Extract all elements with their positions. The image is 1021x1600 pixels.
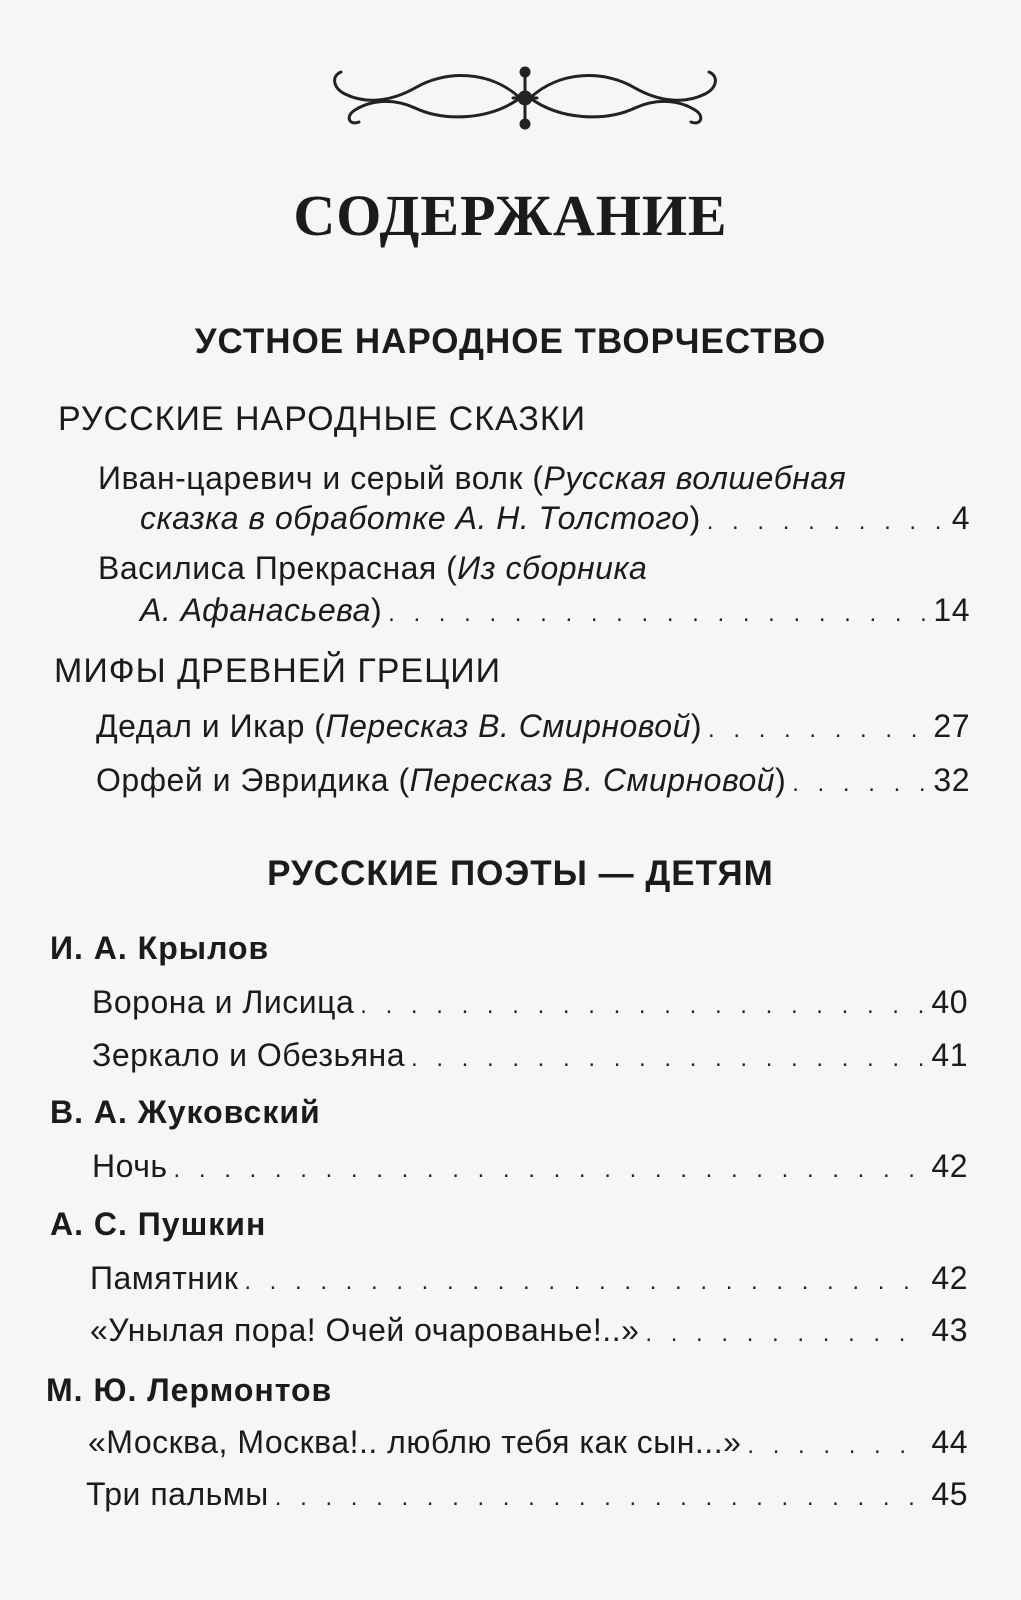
- ornament-flourish-icon: [325, 60, 725, 135]
- author-name: А. С. Пушкин: [50, 1206, 267, 1242]
- entry-title: Три пальмы: [86, 1476, 269, 1512]
- page-title: СОДЕРЖАНИЕ: [293, 183, 728, 248]
- toc-entry[interactable]: [90, 1260, 968, 1297]
- entry-title: Иван-царевич и серый волк: [98, 460, 523, 496]
- entry-title: Зеркало и Обезьяна: [92, 1037, 405, 1073]
- leader-dots: [360, 992, 925, 1020]
- toc-entry[interactable]: Дедал и Икар (Пересказ В. Смирновой) . . . 27: [96, 708, 970, 745]
- author-name: И. А. Крылов: [50, 930, 270, 966]
- section-heading-oral-folk: УСТНОЕ НАРОДНОЕ ТВОРЧЕСТВО: [194, 322, 827, 361]
- leader-dots: [388, 600, 927, 628]
- toc-entry[interactable]: [90, 1312, 968, 1349]
- entry-title: Дедал и Икар: [96, 708, 305, 744]
- leader-dots: [275, 1484, 926, 1512]
- toc-entry[interactable]: [92, 984, 968, 1021]
- group-heading-russian-tales: РУССКИЕ НАРОДНЫЕ СКАЗКИ: [58, 400, 587, 438]
- entry-title: «Унылая пора! Очей очарованье!..»: [90, 1312, 640, 1348]
- toc-entry[interactable]: [92, 1148, 968, 1185]
- group-heading-greek-myths: МИФЫ ДРЕВНЕЙ ГРЕЦИИ: [54, 652, 502, 690]
- entry-title: Василиса Прекрасная: [98, 550, 437, 586]
- toc-entry-title-line[interactable]: Василиса Прекрасная (Из сборника: [98, 550, 648, 586]
- page-number: 32: [933, 762, 970, 798]
- toc-entry[interactable]: [92, 1037, 968, 1074]
- leader-dots: [174, 1156, 926, 1184]
- toc-entry[interactable]: [88, 1424, 968, 1461]
- entry-source-continued: А. Афанасьева: [140, 592, 371, 628]
- entry-source: Пересказ В. Смирновой: [409, 762, 776, 798]
- page-number: 14: [933, 592, 970, 628]
- page-number: 42: [931, 1260, 968, 1296]
- entry-source: Русская волшебная: [543, 460, 847, 496]
- section-heading-russian-poets: РУССКИЕ ПОЭТЫ — ДЕТЯМ: [267, 854, 774, 893]
- page-number: 44: [931, 1424, 968, 1460]
- leader-dots: [708, 716, 927, 744]
- toc-entry[interactable]: сказка в обработке А. Н. Толстого) . . . 4: [140, 500, 970, 537]
- toc-entry-title-line[interactable]: Иван-царевич и серый волк (Русская волшебная: [98, 460, 847, 496]
- entry-source-continued: сказка в обработке А. Н. Толстого: [140, 500, 690, 536]
- leader-dots: [244, 1268, 925, 1296]
- leader-dots: [411, 1045, 925, 1073]
- leader-dots: [707, 508, 946, 536]
- page-number: 40: [931, 984, 968, 1020]
- page-number: 42: [931, 1148, 968, 1184]
- leader-dots: [645, 1320, 925, 1348]
- toc-entry[interactable]: Орфей и Эвридика (Пересказ В. Смирновой) . . . 32: [96, 762, 970, 799]
- entry-title: Ворона и Лисица: [92, 984, 355, 1020]
- entry-title: «Москва, Москва!.. люблю тебя как сын...»: [88, 1424, 742, 1460]
- author-name: В. А. Жуковский: [50, 1094, 321, 1130]
- entry-source: Пересказ В. Смирновой: [325, 708, 691, 744]
- page-number: 27: [933, 708, 970, 744]
- entry-title: Ночь: [92, 1148, 168, 1184]
- page-number: 4: [951, 500, 970, 536]
- toc-entry[interactable]: [86, 1476, 968, 1513]
- page-number: 41: [931, 1037, 968, 1073]
- entry-source: Из сборника: [457, 550, 648, 586]
- entry-title: Орфей и Эвридика: [96, 762, 390, 798]
- toc-entry[interactable]: А. Афанасьева) . . . 14: [140, 592, 970, 629]
- entry-title: Памятник: [90, 1260, 239, 1296]
- author-name: М. Ю. Лермонтов: [46, 1372, 333, 1408]
- page-number: 45: [931, 1476, 968, 1512]
- leader-dots: [792, 770, 927, 798]
- leader-dots: [747, 1432, 925, 1460]
- page-number: 43: [931, 1312, 968, 1348]
